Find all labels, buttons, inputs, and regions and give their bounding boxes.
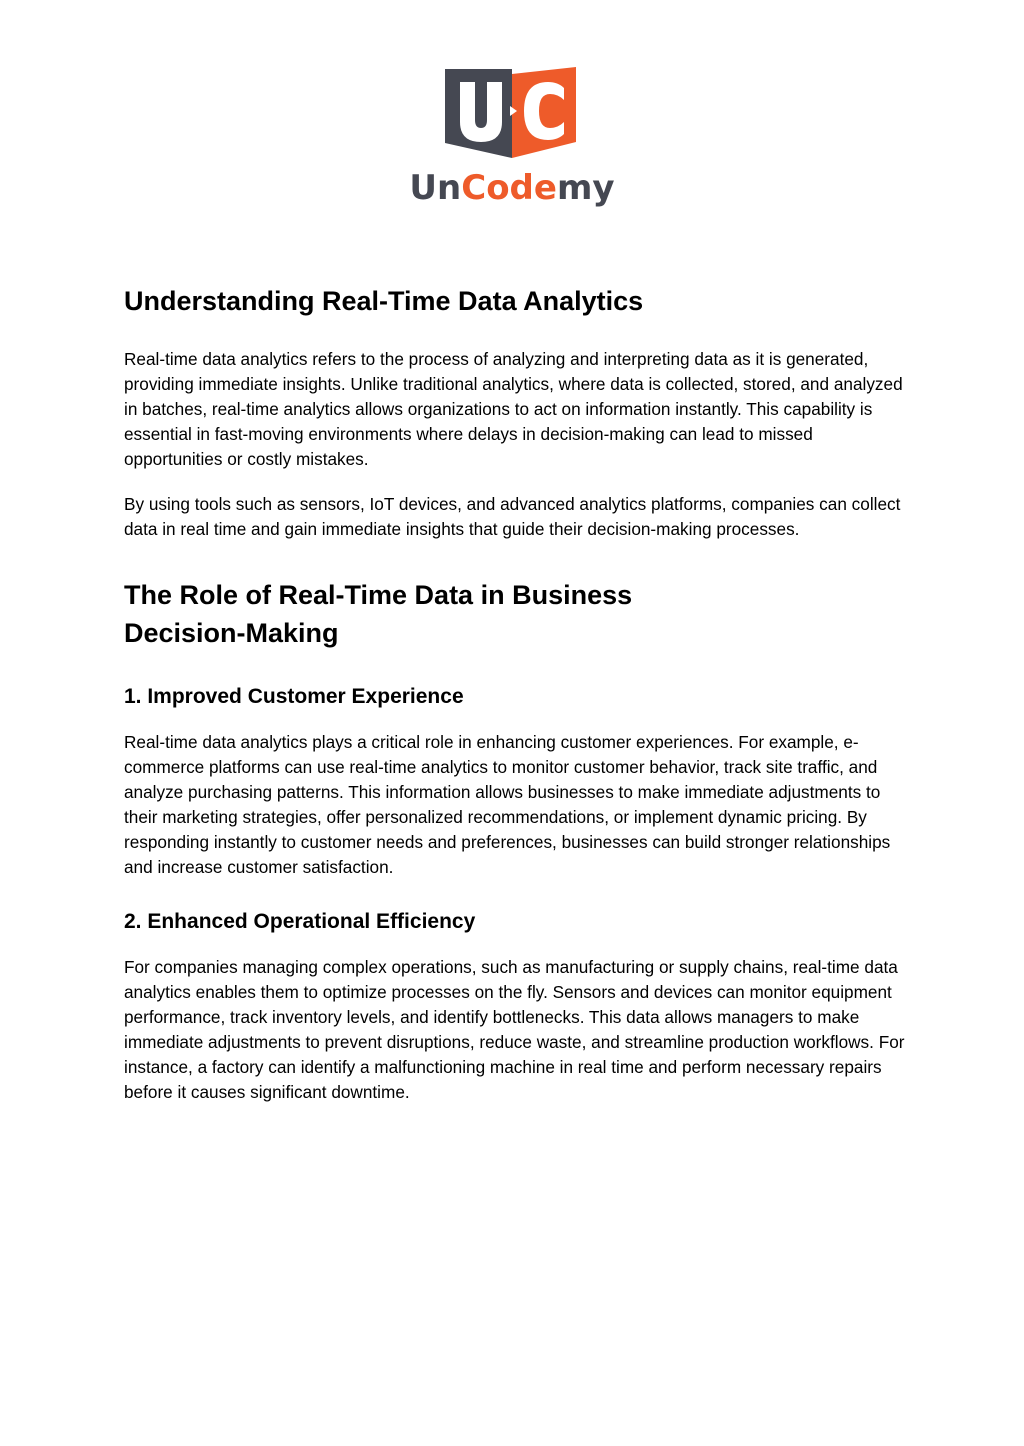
document-body <box>124 282 914 1125</box>
svg-text:UnCodemy <box>409 168 614 208</box>
section-heading-understanding: Understanding Real-Time Data Analytics <box>124 286 644 316</box>
logo-name-part3: my <box>556 168 615 208</box>
subsection-heading-operational-efficiency: 2. Enhanced Operational Efficiency <box>124 910 476 933</box>
paragraph-customer-experience: Real-time data analytics plays a critical role in enhancing customer experiences. For example, e-commerce platforms can use real-time analytics to monitor customer behavior, track site traffic, and analyze purchasing patterns. This information allows businesses to make immediate adjustments to their marketing strategies, offer personalized recommendations, or implement dynamic pricing. By responding instantly to customer needs and preferences, businesses can build stronger relationships and increase customer satisfaction. <box>124 732 891 877</box>
section-heading-role-line2: Decision-Making <box>124 618 339 648</box>
logo-name-part2: Code <box>461 168 557 208</box>
section-heading-role-line1: The Role of Real-Time Data in Business <box>124 580 633 610</box>
subsection-heading-customer-experience: 1. Improved Customer Experience <box>124 685 464 708</box>
paragraph-operational-efficiency: For companies managing complex operations, such as manufacturing or supply chains, real-time data analytics enables them to optimize processes on the fly. Sensors and devices can monitor equipment performance, track inventory levels, and identify bottlenecks. This data allows managers to make immediate adjustments to prevent disruptions, reduce waste, and streamline production workflows. For instance, a factory can identify a malfunctioning machine in real time and perform necessary repairs before it causes significant downtime. <box>124 957 905 1102</box>
logo-name-part1: Un <box>409 168 462 208</box>
uncodemy-logo-mark <box>400 64 624 212</box>
paragraph-intro-1: Real-time data analytics refers to the process of analyzing and interpreting data as it is generated, providing immediate insights. Unlike traditional analytics, where data is collected, stored, and analyzed in batches, real-time analytics allows organizations to act on information instantly. This capability is essential in fast-moving environments where delays in decision-making can lead to missed opportunities or costly mistakes. <box>124 349 903 469</box>
paragraph-intro-2: By using tools such as sensors, IoT devices, and advanced analytics platforms, companies can collect data in real time and gain immediate insights that guide their decision-making processes. <box>124 494 901 539</box>
uncodemy-logo <box>400 64 624 212</box>
section-heading-role <box>124 576 914 652</box>
